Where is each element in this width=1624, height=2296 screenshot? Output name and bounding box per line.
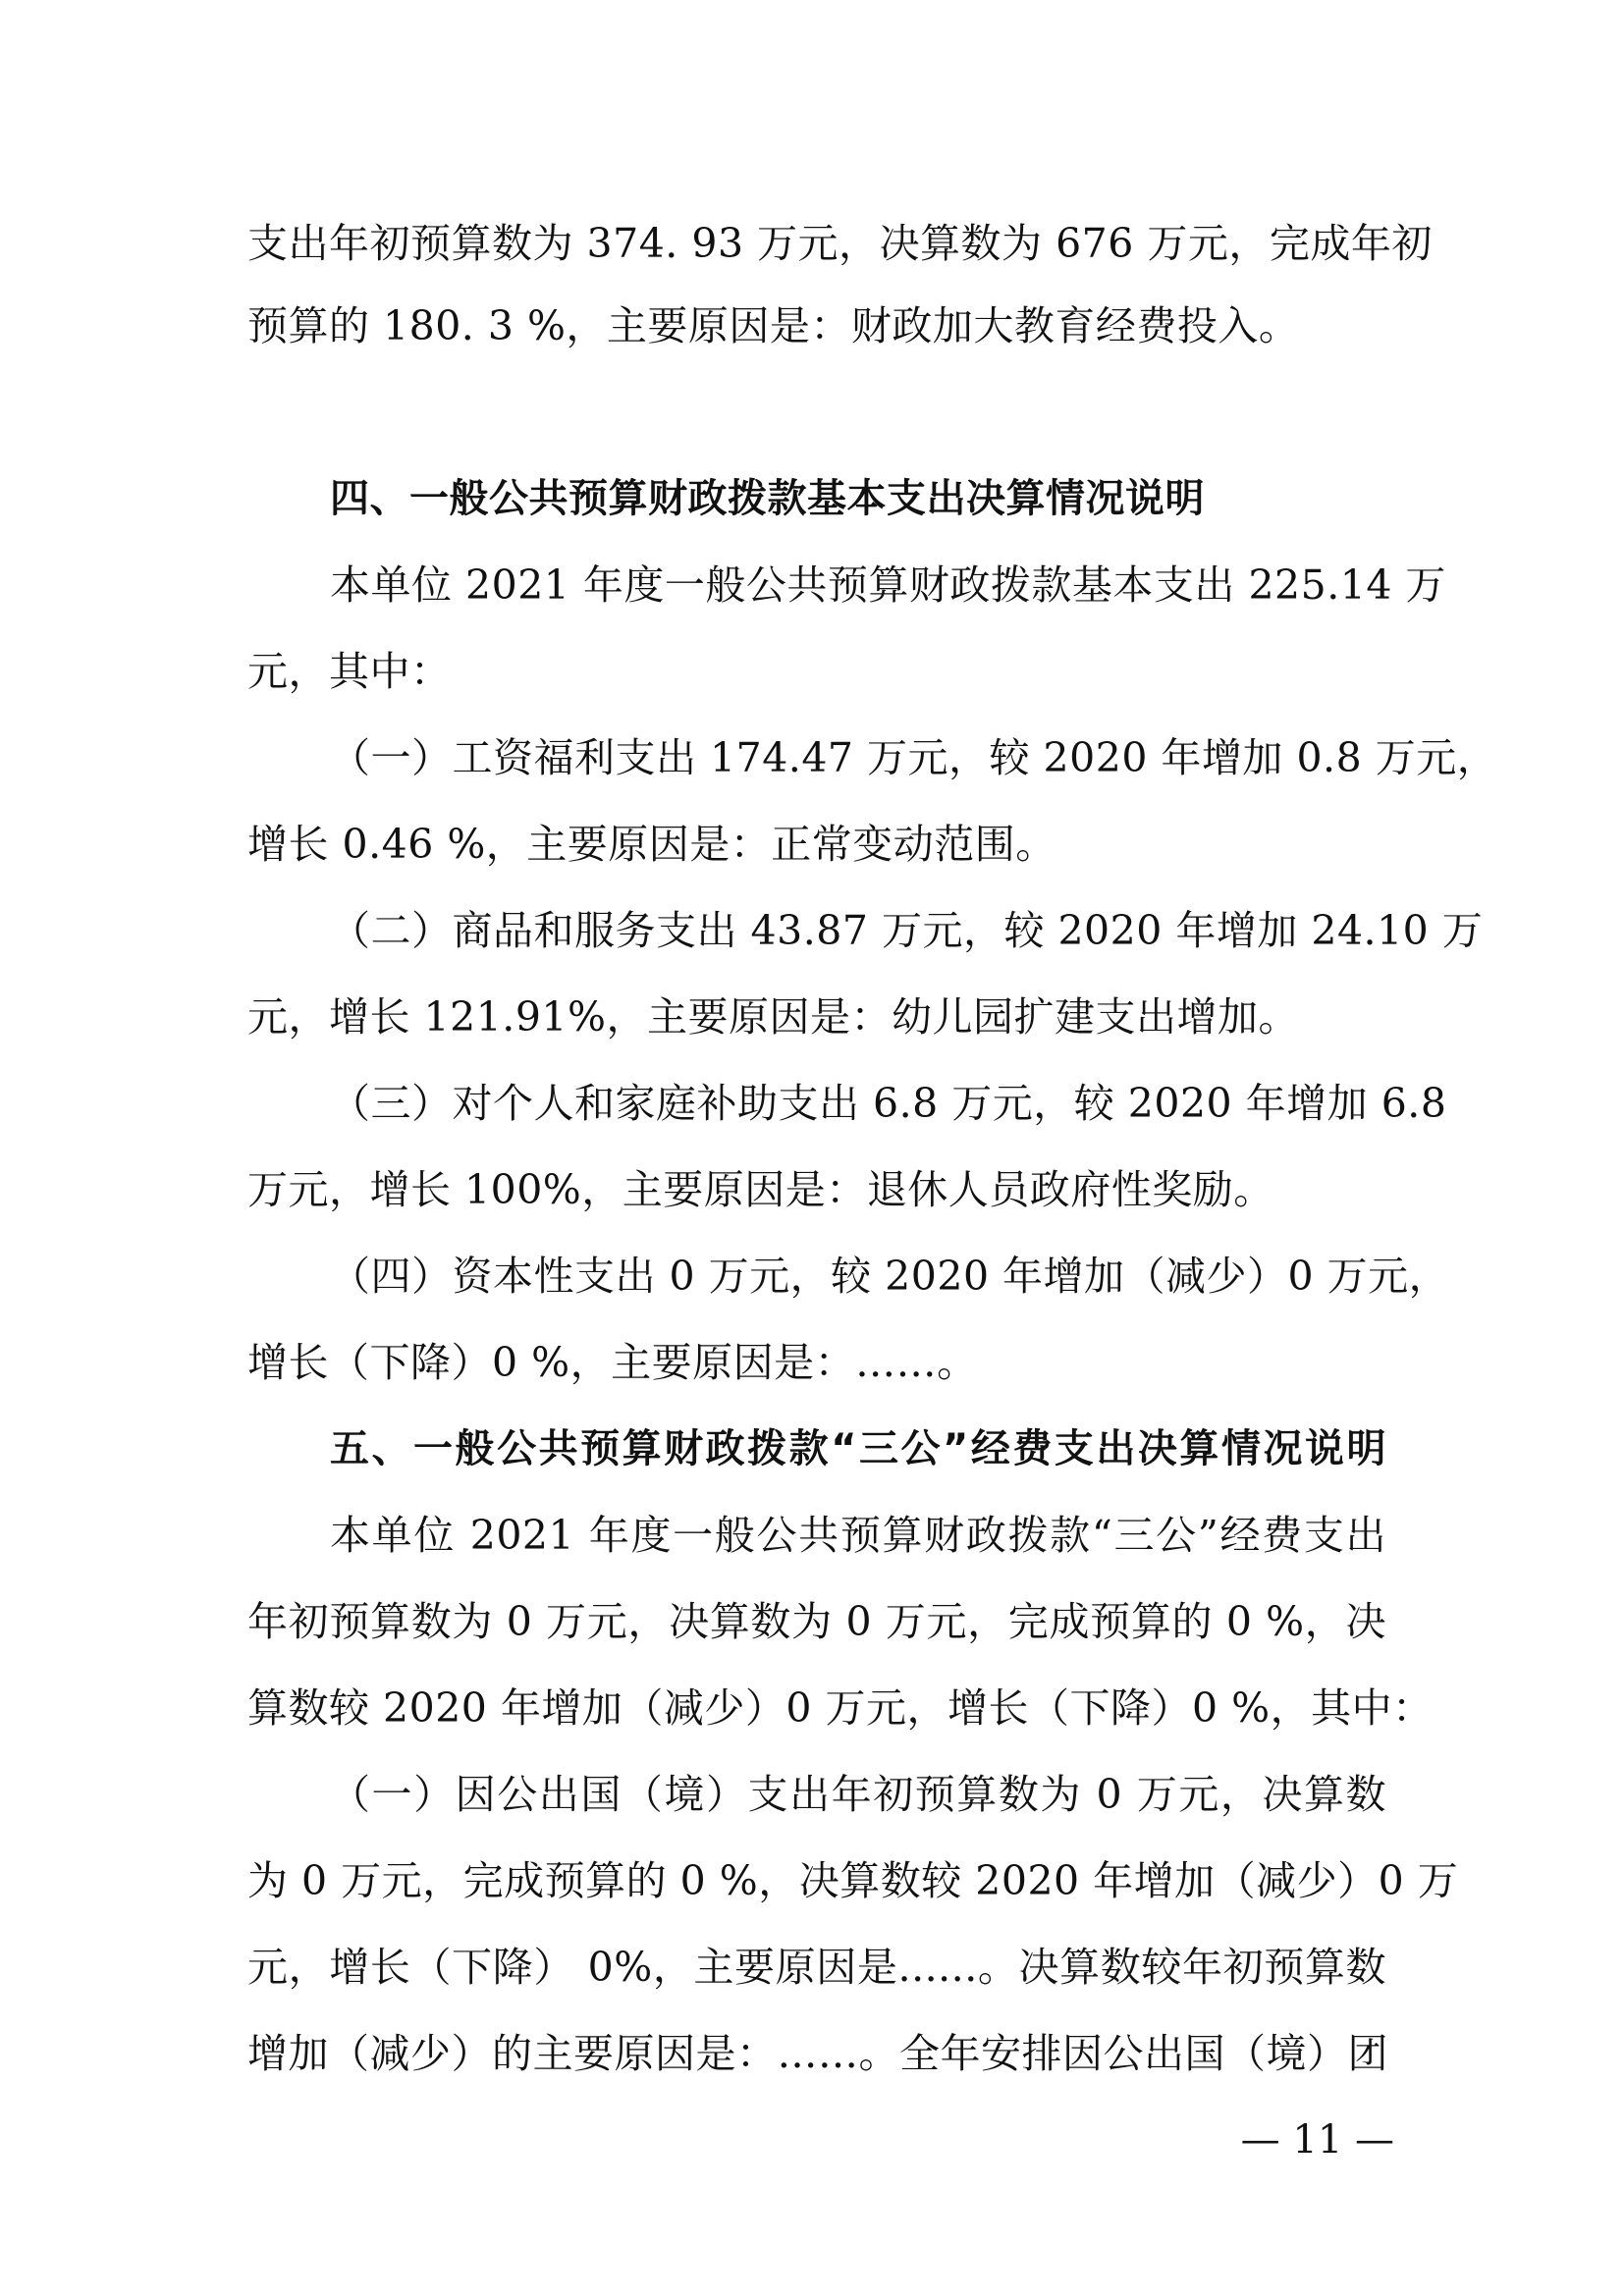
paragraph-line: （一）工资福利支出 174.47 万元，较 2020 年增加 0.8 万元， <box>330 734 1498 781</box>
paragraph-line: （一）因公出国（境）支出年初预算数为 0 万元，决算数 <box>330 1771 1386 1818</box>
paragraph-line: 元，增长 121.91%，主要原因是：幼儿园扩建支出增加。 <box>247 993 1299 1041</box>
paragraph-line: 万元，增长 100%，主要原因是：退休人员政府性奖励。 <box>247 1166 1274 1213</box>
paragraph-line: 支出年初预算数为 374. 93 万元，决算数为 676 万元，完成年初 <box>247 220 1433 267</box>
paragraph-line: 为 0 万元，完成预算的 0 %，决算数较 2020 年增加（减少）0 万 <box>247 1857 1459 1904</box>
paragraph-line: （四）资本性支出 0 万元，较 2020 年增加（减少）0 万元， <box>330 1253 1450 1300</box>
paragraph-line: 本单位 2021 年度一般公共预算财政拨款基本支出 225.14 万 <box>330 561 1446 609</box>
paragraph-line: 元，增长（下降） 0%，主要原因是......。决算数较年初预算数 <box>247 1944 1386 1991</box>
paragraph-line: （二）商品和服务支出 43.87 万元，较 2020 年增加 24.10 万 <box>330 907 1484 954</box>
section-heading: 五、一般公共预算财政拨款“三公”经费支出决算情况说明 <box>330 1426 1386 1471</box>
paragraph-line: 预算的 180. 3 %，主要原因是：财政加大教育经费投入。 <box>247 302 1300 349</box>
paragraph-line: 增加（减少）的主要原因是：……。全年安排因公出国（境）团 <box>247 2030 1388 2077</box>
paragraph-line: 算数较 2020 年增加（减少）0 万元，增长（下降）0 %，其中： <box>247 1684 1434 1732</box>
section-heading: 四、一般公共预算财政拨款基本支出决算情况说明 <box>330 476 1205 521</box>
paragraph-line: 增长 0.46 %，主要原因是：正常变动范围。 <box>247 821 1056 868</box>
paragraph-line: 年初预算数为 0 万元，决算数为 0 万元，完成预算的 0 %，决 <box>247 1598 1386 1645</box>
paragraph-line: 本单位 2021 年度一般公共预算财政拨款“三公”经费支出 <box>330 1512 1386 1559</box>
page-number: — 11 — <box>1240 2117 1394 2163</box>
paragraph-line: （三）对个人和家庭补助支出 6.8 万元，较 2020 年增加 6.8 <box>330 1080 1447 1127</box>
paragraph-line: 增长（下降）0 %，主要原因是：……。 <box>247 1339 978 1386</box>
paragraph-line: 元，其中： <box>247 648 452 695</box>
